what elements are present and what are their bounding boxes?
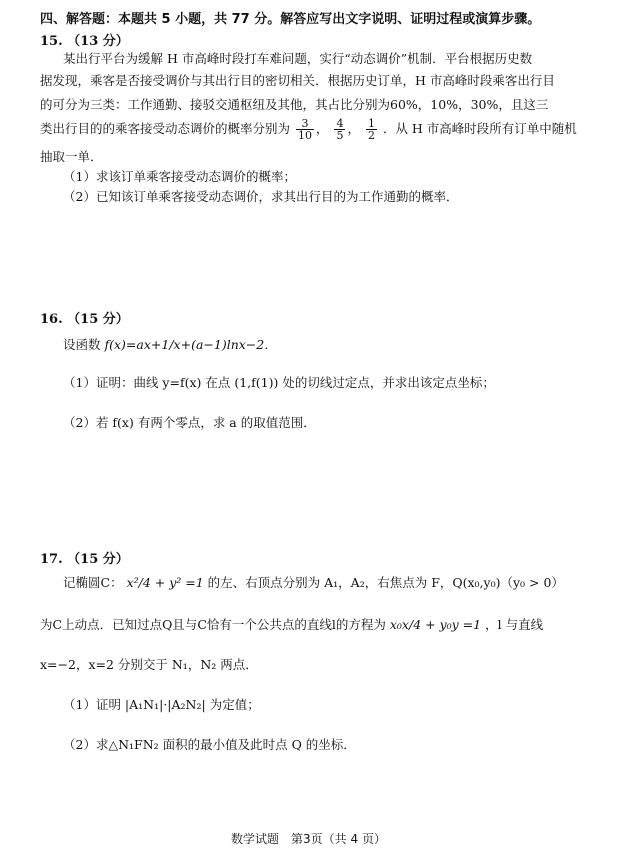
q16-sub2: （2）若 f(x) 有两个零点，求 a 的取值范围． [63,415,316,430]
q15-line2: 据发现，乘客是否接受调价与其出行目的密切相关．根据历史订单，H 市高峰时段乘客出行目 [40,73,555,88]
q16-intro-line [63,336,583,355]
q15-number: 15. [40,34,63,49]
q17-header [40,548,129,567]
q16-header [40,308,129,327]
fraction-4-5: $\frac{4}{5}$ [336,117,344,142]
q17-line1 [63,574,583,593]
q15-line5: 抽取一单． [40,149,103,164]
q17-line1-post: 的左、右顶点分别为 A₁，A₂，右焦点为 F，Q(x₀,y₀)（y₀ > 0） [207,575,564,590]
q15-score: （13 分） [67,34,129,49]
q15-line1: 某出行平台为缓解 H 市高峰时段打车难问题，实行“动态调价”机制．平台根据历史数 [63,51,533,66]
q16-sub1: （1）证明：曲线 y=f(x) 在点 (1,f(1)) 处的切线过定点，并求出该定点坐标； [63,375,495,390]
q17-ellipse-equation: x²/4 + y² =1 [126,575,204,590]
fraction-3-10: $\frac{3}{10}$ [298,117,312,142]
q15-line3: 的可分为三类：工作通勤、接驳交通枢纽及其他，其占比分别为60%，10%，30%，且这三 [40,97,549,112]
q17-number: 17. [40,552,63,567]
q15-line4-post: ．从 H 市高峰时段所有订单中随机 [382,121,577,136]
q17-line2-post: ，l 与直线 [485,617,544,632]
q15-line4: 类出行目的的乘客接受动态调价的概率分别为 $\frac{3}{10}$ ， $\frac{4}{5}$ ， $\frac{1}{2}$ ．从 H 市高峰时段所有订单中随机 [40,117,577,142]
q15-sub2: （2）已知该订单乘客接受动态调价，求其出行目的为工作通勤的概率． [63,189,459,204]
q17-tangent-equation: x₀x/4 + y₀y =1 [389,617,482,632]
q16-score: （15 分） [67,312,129,327]
section-header: 四、解答题：本题共 5 小题，共 77 分。解答应写出文字说明、证明过程或演算步骤。 [40,12,541,27]
q17-sub1: （1）证明 |A₁N₁|·|A₂N₂| 为定值； [63,697,260,712]
q17-line3: x=−2，x=2 分别交于 N₁，N₂ 两点． [40,657,258,672]
q15-sub1: （1）求该订单乘客接受动态调价的概率； [63,169,296,184]
q17-line2 [40,616,560,635]
page-footer: 数学试题 第3页（共 4 页） [231,832,386,846]
q17-sub2: （2）求△N₁FN₂ 面积的最小值及此时点 Q 的坐标． [63,737,356,752]
q17-line1-pre: 记椭圆C： [63,575,123,590]
q17-line2-pre: 为C上动点．已知过点Q且与C恰有一个公共点的直线l的方程为 [40,617,386,632]
q15-line4-pre: 类出行目的的乘客接受动态调价的概率分别为 [40,121,291,136]
q16-number: 16. [40,312,63,327]
q17-score: （15 分） [67,552,129,567]
q15-header [40,30,129,49]
q16-function-formula: f(x)=ax+1/x+(a−1)lnx−2． [104,337,277,352]
q16-intro: 设函数 [63,337,101,352]
fraction-1-2: $\frac{1}{2}$ [367,117,375,142]
